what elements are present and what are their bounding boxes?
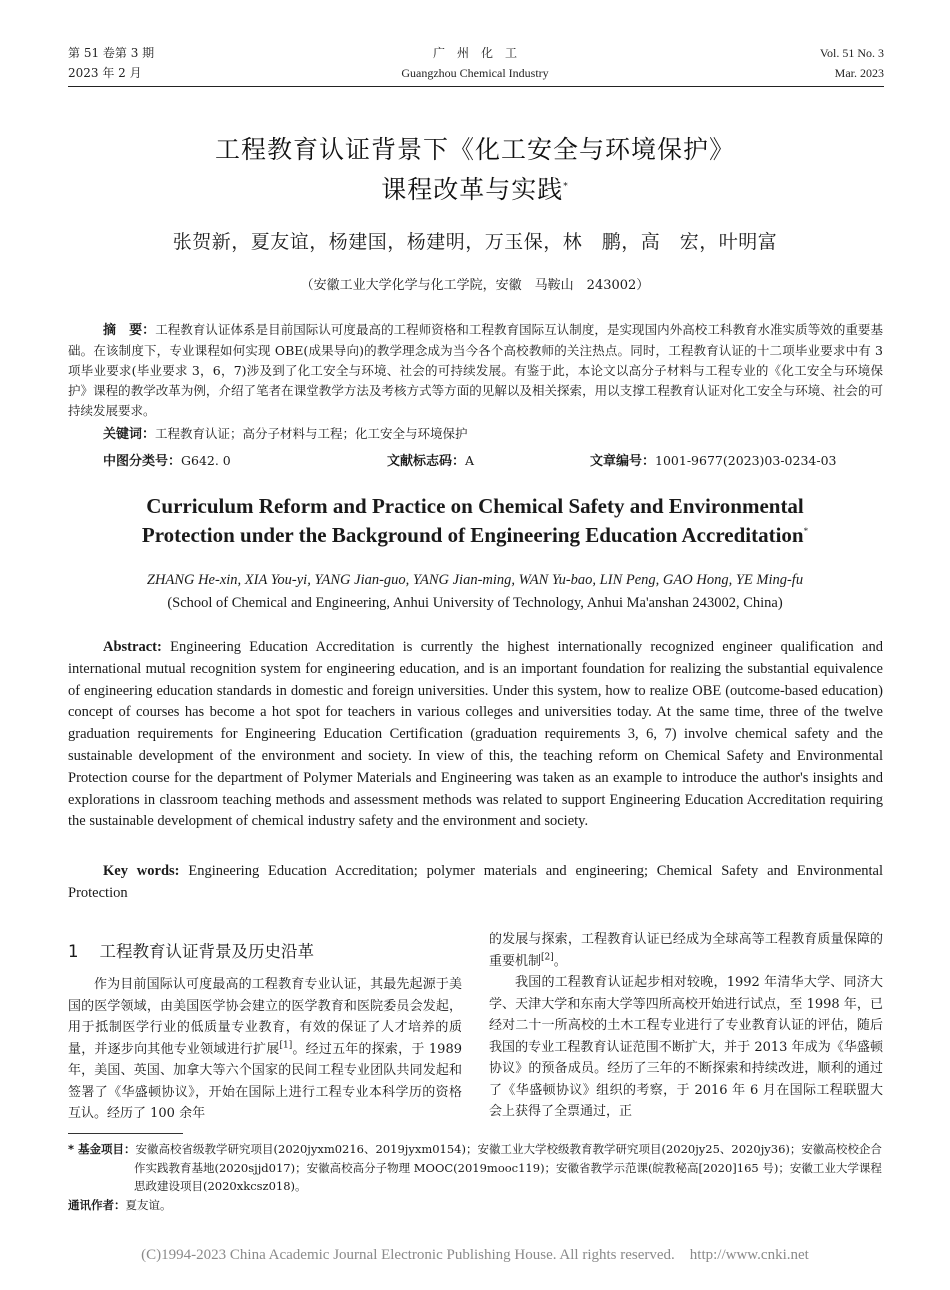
section-title: 工程教育认证背景及历史沿革 <box>99 942 314 961</box>
title-cn-line2: 课程改革与实践* <box>381 175 569 204</box>
corresponding-label: 通讯作者： <box>68 1198 126 1212</box>
abstract-cn-label: 摘 要： <box>103 323 156 338</box>
footnote-rule <box>68 1133 183 1134</box>
title-en-line1: Curriculum Reform and Practice on Chemical Safety and Environmental <box>146 494 804 518</box>
date-cn: 2023 年 2 月 <box>68 66 142 80</box>
affiliation-cn: （安徽工业大学化学与化工学院，安徽 马鞍山 243002） <box>300 278 650 293</box>
affiliation-en: (School of Chemical and Engineering, Anhui University of Technology, Anhui Ma'anshan 243002, China) <box>167 595 783 611</box>
keywords-en <box>68 861 883 905</box>
keywords-en-text: Engineering Education Accreditation; polymer materials and engineering; Chemical Safety and Environmental Protection <box>68 863 884 901</box>
citation-1: [1] <box>279 1040 293 1051</box>
abstract-cn-text: 工程教育认证体系是目前国际认可度最高的工程师资格和工程教育国际互认制度，是实现国内外高校工科教育水准实质等效的重要基础。在该制度下，专业课程如何实现 OBE(成果导向)的教学理念成为当今各个高校教师的关注热点。同时，工程教育认证的十二项毕业要求中有 3 项毕业要求(毕业要求 3，6，7)涉及到了化工安全与环境、社会的可持续发展。有鉴于此，本论文以高分子材料与工程专业的《化工安全与环境保护》课程的教学改革为例，介绍了笔者在课堂教学方法及考核方式等方面的见解以及相关探索，用以支撑工程教育认证对化工安全与环境、社会的可持续发展要求。 <box>68 322 883 418</box>
journal-name-cn: 广 州 化 工 <box>432 46 517 60</box>
funding-label: * 基金项目： <box>68 1142 136 1156</box>
volume-issue-cn: 第 51 卷第 3 期 <box>68 46 155 60</box>
authors-cn: 张贺新，夏友谊，杨建国，杨建明，万玉保，林 鹏，高 宏，叶明富 <box>172 231 778 253</box>
keywords-cn-text: 工程教育认证；高分子材料与工程；化工安全与环境保护 <box>155 426 468 441</box>
date-en: Mar. 2023 <box>834 66 884 80</box>
authors-en: ZHANG He-xin, XIA You-yi, YANG Jian-guo, YANG Jian-ming, WAN Yu-bao, LIN Peng, GAO Hong, YE Ming-fu <box>146 572 804 588</box>
abstract-cn <box>68 320 883 421</box>
abstract-en-text: Engineering Education Accreditation is currently the highest internationally recognized engineer qualification and international mutual recognition system for engineering education, and is an important foundation for realizing the substantial equivalence of engineering education standards in domestic and foreign universities. Under this system, how to realize OBE (outcome-based education) concept of courses has become a hot spot for teachers in various colleges and universities today. At the same time, three of the twelve graduation requirements for Engineering Education Certification (graduation requirements 3, 6, 7) involve chemical safety and the sustainable development of the environment and society. In view of this, the teaching reform on Chemical Safety and Environmental Protection course for the department of Polymer Materials and Engineering was taken as an example to introduce the author's insights and explorations in classroom teaching methods and assessment methods was related to support Engineering Education Accreditation requiring the sustainable development of chemical industry safety and the environment and society. <box>68 639 883 830</box>
title-en-line2: Protection under the Background of Engineering Education Accreditation* <box>141 523 809 547</box>
title-en-footnote-mark: * <box>803 526 809 536</box>
footnote-corresponding <box>68 1196 883 1215</box>
title-cn-line1: 工程教育认证背景下《化工安全与环境保护》 <box>214 135 735 164</box>
funding-text: 安徽高校省级教学研究项目(2020jyxm0216、2019jyxm0154)；安徽工业大学校级教育教学研究项目(2020jy25、2020jy36)；安徽高校校企合作实践教育基地(2020sjjd017)；安徽高校高分子物理 MOOC(2019mooc119)；安徽省教学示范课(皖教秘高[2020]165 号)；安徽工业大学课程思政建设项目(2020xkcsz018)。 <box>134 1142 882 1193</box>
document-code: 文献标志码：A <box>387 453 475 469</box>
volume-issue-en: Vol. 51 No. 3 <box>819 46 884 60</box>
keywords-cn-label: 关键词： <box>103 427 156 442</box>
section-heading <box>68 938 314 962</box>
title-footnote-mark: * <box>563 181 569 192</box>
section-paragraph-2: 我国的工程教育认证起步相对较晚，1992 年清华大学、同济大学、天津大学和东南大学等四所高校开始进行试点，至 1998 年，已经对二十一所高校的土木工程专业进行了专业教育认证的评估，随后我国的专业工程教育认证范围不断扩大，并于 2013 年成为《华盛顿协议》的预备成员。经历了三年的不断探索和持续改进，顺利的通过了《华盛顿协议》组织的考察，于 2016 年 6 月在国际工程联盟大会上获得了全票通过，正 <box>489 975 883 1119</box>
keywords-en-label: Key words: <box>103 863 180 879</box>
journal-name-en: Guangzhou Chemical Industry <box>401 66 549 80</box>
header-rule <box>68 86 884 87</box>
section-number: 1 <box>68 942 79 961</box>
corresponding-text: 夏友谊。 <box>125 1198 172 1212</box>
keywords-cn <box>103 424 883 445</box>
clc-number: 中图分类号：G642. 0 <box>103 453 231 469</box>
copyright-footer: (C)1994-2023 China Academic Journal Electronic Publishing House. All rights reserved. http://www.cnki.net <box>141 1247 809 1263</box>
section-paragraph-1-continued: 的发展与探索，工程教育认证已经成为全球高等工程教育质量保障的重要机制[2]。 <box>489 932 883 969</box>
article-number: 文章编号：1001-9677(2023)03-0234-03 <box>590 453 837 469</box>
abstract-en <box>68 637 883 833</box>
citation-2: [2] <box>541 952 554 963</box>
abstract-en-label: Abstract: <box>103 639 162 655</box>
section-paragraph-1: 作为目前国际认可度最高的工程教育专业认证，其最先起源于美国的医学领域，由美国医学协会建立的医学教育和医院委员会发起，用于抵制医学行业的低质量专业教育，有效的保证了人才培养的质量，并逐步向其他专业领域进行扩展[1]。经过五年的探索，于 1989 年，美国、英国、加拿大等六个国家的民间工程专业团队共同发起和签署了《华盛顿协议》，开始在国际上进行工程专业本科学历的资格互认。经历了 100 余年 <box>68 977 462 1121</box>
footnote-funding <box>68 1140 883 1196</box>
